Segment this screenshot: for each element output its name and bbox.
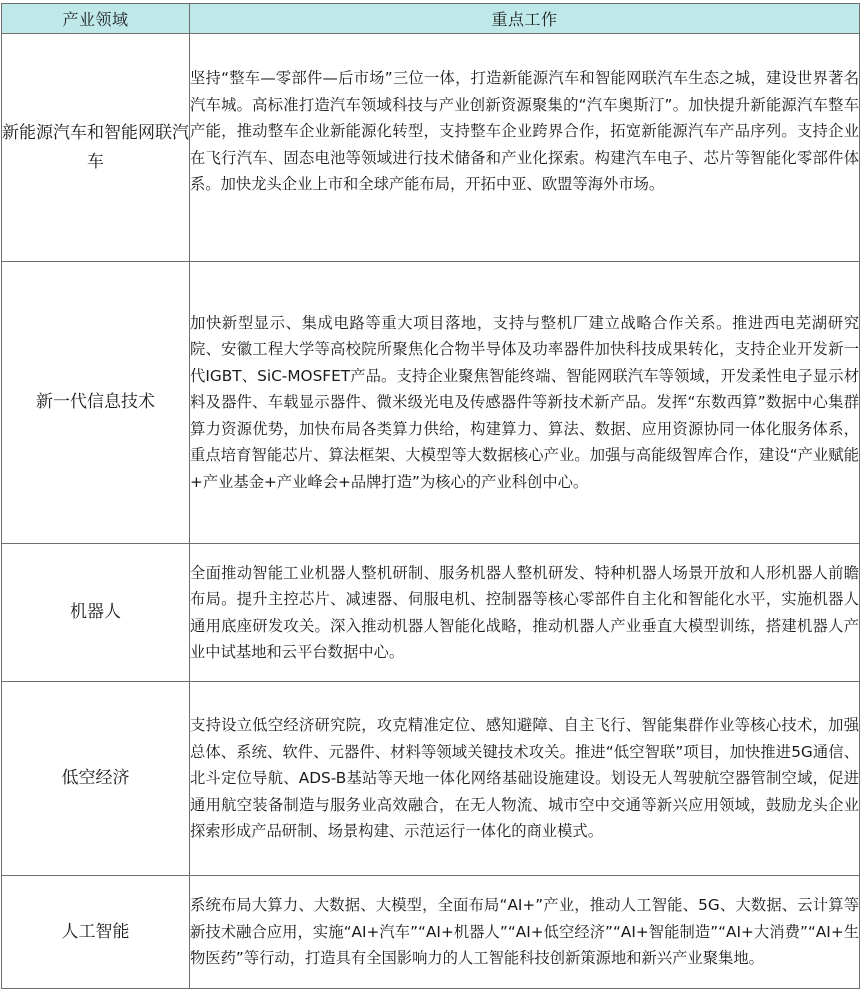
key-work-text: 全面推动智能工业机器人整机研制、服务机器人整机研发、特种机器人场景开放和人形机器人前瞻布局。提升主控芯片、减速器、伺服电机、控制器等核心零部件自主化和智能化水平，实施机器人通用底座研发攻关。深入推动机器人智能化战略，推动机器人产业垂直大模型训练，搭建机器人产业中试基地和云平台数据中心。 <box>190 563 859 661</box>
industry-field-cell: 机器人 <box>2 544 190 682</box>
header-industry-field: 产业领域 <box>2 4 190 34</box>
key-work-text: 支持设立低空经济研究院，攻克精准定位、感知避障、自主飞行、智能集群作业等核心技术，加强总体、系统、软件、元器件、材料等领域关键技术攻关。推进“低空智联”项目，加快推进5G通信、北斗定位导航、ADS-B基站等天地一体化网络基础设施建设。划设无人驾驶航空器管制空域，促进通用航空装备制造与服务业高效融合，在无人物流、城市空中交通等新兴应用领域，鼓励龙头企业探索形成产品研制、场景构建、示范运行一体化的商业模式。 <box>190 716 859 841</box>
header-key-work: 重点工作 <box>190 4 860 34</box>
key-work-text: 系统布局大算力、大数据、大模型，全面布局“AI+”产业，推动人工智能、5G、大数据、云计算等新技术融合应用，实施“AI+汽车”“AI+机器人”“AI+低空经济”“AI+智能制造”“AI+大消费”“AI+生物医药”等行动，打造具有全国影响力的人工智能科技创新策源地和新兴产业聚集地。 <box>190 896 859 968</box>
industry-field-cell: 人工智能 <box>2 876 190 989</box>
table-row <box>2 682 860 876</box>
key-work-cell <box>190 34 860 262</box>
table-header-row <box>2 4 860 34</box>
table-row <box>2 876 860 989</box>
key-work-cell <box>190 876 860 989</box>
key-work-cell <box>190 682 860 876</box>
table-row <box>2 544 860 682</box>
key-work-cell <box>190 262 860 544</box>
industry-field-cell: 新能源汽车和智能网联汽车 <box>2 34 190 262</box>
table-row <box>2 34 860 262</box>
industry-field-cell: 新一代信息技术 <box>2 262 190 544</box>
key-work-text: 加快新型显示、集成电路等重大项目落地，支持与整机厂建立战略合作关系。推进西电芜湖研究院、安徽工程大学等高校院所聚焦化合物半导体及功率器件加快科技成果转化，支持企业开发新一代IGBT、SiC-MOSFET产品。支持企业聚焦智能终端、智能网联汽车等领域，开发柔性电子显示材料及器件、车载显示器件、微米级光电及传感器件等新技术新产品。发挥“东数西算”数据中心集群算力资源优势，加快布局各类算力供给，构建算力、算法、数据、应用资源协同一体化服务体系，重点培育智能芯片、算法框架、大模型等大数据核心产业。加强与高能级智库合作，建设“产业赋能+产业基金+产业峰会+品牌打造”为核心的产业科创中心。 <box>190 313 859 491</box>
key-work-cell <box>190 544 860 682</box>
table-row <box>2 262 860 544</box>
industry-field-cell: 低空经济 <box>2 682 190 876</box>
key-work-text: 坚持“整车—零部件—后市场”三位一体，打造新能源汽车和智能网联汽车生态之城，建设世界著名汽车城。高标准打造汽车领域科技与产业创新资源聚集的“汽车奥斯汀”。加快提升新能源汽车整车产能，推动整车企业新能源化转型，支持整车企业跨界合作，拓宽新能源汽车产品序列。支持企业在飞行汽车、固态电池等领域进行技术储备和产业化探索。构建汽车电子、芯片等智能化零部件体系。加快龙头企业上市和全球产能布局，开拓中亚、欧盟等海外市场。 <box>190 69 859 193</box>
industry-work-table <box>1 3 860 989</box>
